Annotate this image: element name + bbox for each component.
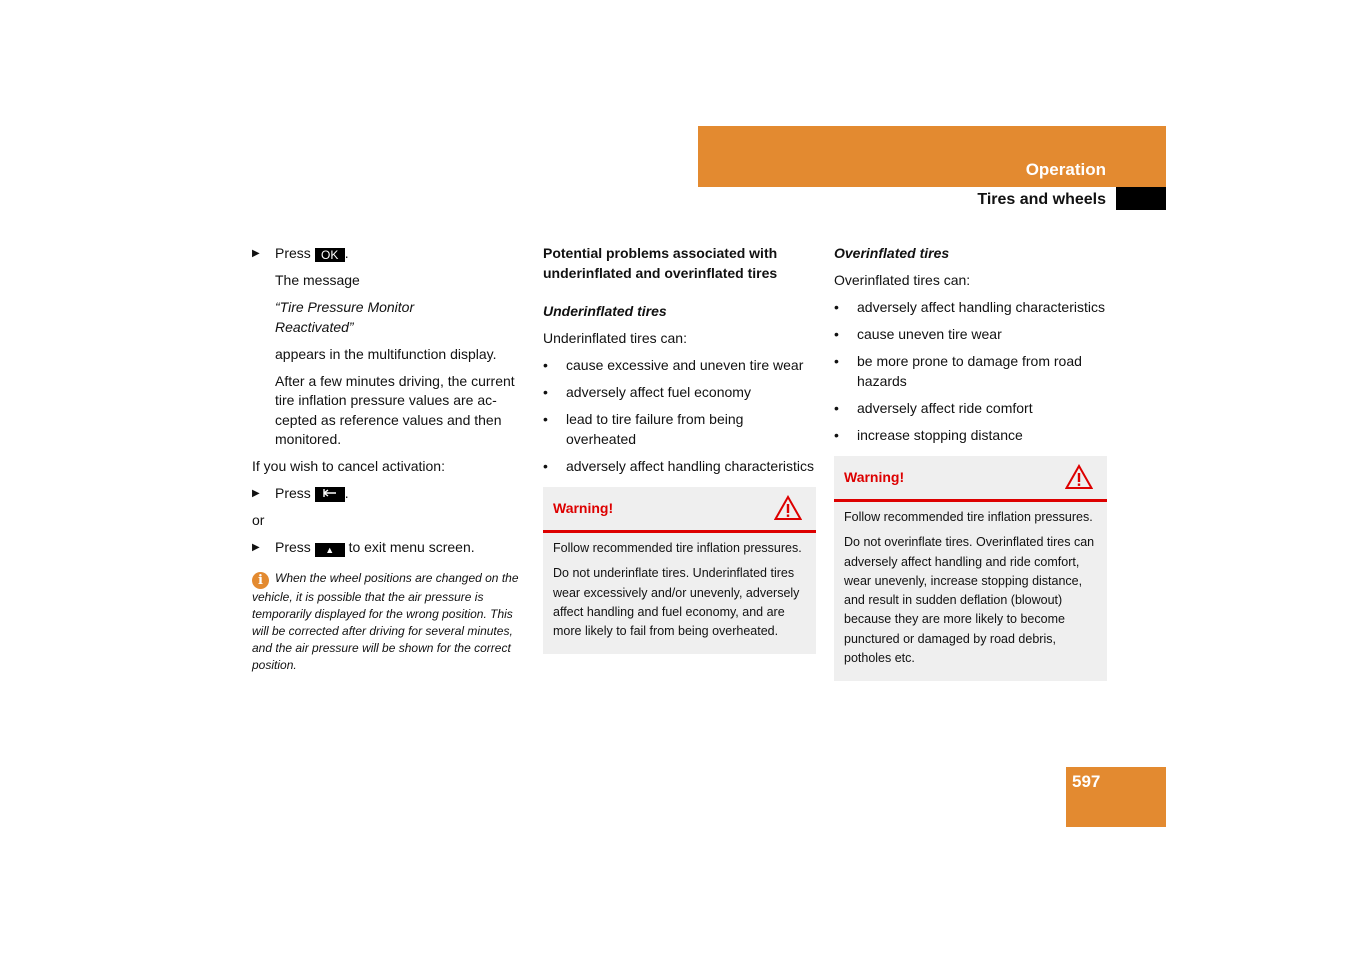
list-item: • cause excessive and uneven tire wear <box>543 356 816 376</box>
page-number-box <box>1066 767 1166 827</box>
warning-triangle-icon <box>774 495 802 521</box>
step-suffix: to exit menu screen. <box>348 539 475 555</box>
warning-body <box>834 502 1107 681</box>
cancel-intro: If you wish to cancel activation: <box>252 458 445 474</box>
section-heading: Potential problems associated with underinflated and overinflated tires <box>543 245 778 281</box>
triangle-right-icon: ▶ <box>252 248 260 259</box>
subheader <box>698 187 1166 211</box>
info-note <box>252 570 527 674</box>
subheader-marker <box>1116 187 1166 210</box>
step-suffix: . <box>344 245 349 261</box>
list-item: • cause uneven tire wear <box>834 325 1107 345</box>
list-item: • increase stopping distance <box>834 426 1107 446</box>
step-press-up <box>252 538 527 558</box>
bullet-icon: • <box>543 357 548 373</box>
step-press-back <box>252 484 527 504</box>
list-item: • lead to tire failure from being overheated <box>543 411 744 447</box>
subsection-title: Tires and wheels <box>977 191 1106 208</box>
warning-header <box>834 456 1107 502</box>
message-after: appears in the multifunction display. <box>275 345 497 362</box>
list-item: • be more prone to damage from road hazards <box>834 353 1082 389</box>
bullet-icon: • <box>834 426 839 443</box>
step-text: Press <box>275 485 311 501</box>
column-2 <box>543 244 816 654</box>
list-item: • adversely affect handling characteristics <box>543 457 816 477</box>
bullet-icon: • <box>834 353 839 369</box>
warning-body <box>543 533 816 654</box>
ok-key: OK <box>315 248 345 262</box>
bullet-icon: • <box>543 457 548 474</box>
step-text: Press <box>275 245 311 261</box>
bullet-icon: • <box>834 326 839 342</box>
warning-text: Do not overinflate tires. Overinflated tires can adversely affect handling and ride comfort, wear unevenly, increase stopping distance, and result in sudden deflation (blowout) because they are more likely to become punctured or damaged by road debris, potholes etc. <box>844 535 1095 666</box>
underinflated-heading: Underinflated tires <box>543 303 667 319</box>
message-quote: “Tire Pressure Monitor Reactivated” <box>275 299 415 335</box>
warning-text: Follow recommended tire inflation pressures. <box>553 541 802 555</box>
section-title: Operation <box>1025 160 1106 179</box>
bullet-icon: • <box>543 384 548 400</box>
warning-box <box>834 456 1107 681</box>
step-press-ok <box>252 244 527 264</box>
warning-text: Do not underinflate tires. Underinflated tires wear excessively and/or unevenly, adversely affect handling and fuel economy, and are more likely to fail from being overheated. <box>553 566 800 639</box>
column-3 <box>834 244 1107 681</box>
message-detail: After a few minutes driving, the current tire inflation pressure values are ac-cepted as reference values and then monitored. <box>275 372 515 447</box>
list-item: • adversely affect ride comfort <box>834 399 1107 419</box>
bullet-icon: • <box>834 299 839 315</box>
triangle-right-icon: ▶ <box>252 542 260 553</box>
list-item: • adversely affect fuel economy <box>543 383 816 403</box>
triangle-right-icon: ▶ <box>252 488 260 499</box>
overinflated-list <box>834 298 1107 445</box>
warning-box <box>543 487 816 654</box>
warning-text: Follow recommended tire inflation pressures. <box>844 510 1093 524</box>
note-text: When the wheel positions are changed on the vehicle, it is possible that the air pressure is temporarily displayed for the wrong position. This will be corrected after driving for several minutes, and the air pressure will be shown for the correct position. <box>252 570 519 672</box>
header-bar <box>698 126 1166 187</box>
warning-title: Warning! <box>553 500 614 516</box>
or-text: or <box>252 512 265 528</box>
warning-header <box>543 487 816 533</box>
warning-title: Warning! <box>844 469 905 485</box>
page-number: 597 <box>1072 772 1101 791</box>
message-intro: The message <box>275 272 360 288</box>
step-suffix: . <box>344 485 349 501</box>
list-item: • adversely affect handling characteristics <box>834 298 1107 318</box>
back-key-icon <box>315 487 345 502</box>
overinflated-intro: Overinflated tires can: <box>834 272 971 288</box>
bullet-icon: • <box>543 411 548 427</box>
column-1 <box>252 244 527 674</box>
overinflated-heading: Overinflated tires <box>834 245 950 261</box>
bullet-icon: • <box>834 399 839 416</box>
up-arrow-key-icon: ▲ <box>315 543 345 557</box>
step-text: Press <box>275 539 311 555</box>
underinflated-list <box>543 356 816 476</box>
warning-triangle-icon <box>1065 464 1093 490</box>
underinflated-intro: Underinflated tires can: <box>543 330 687 346</box>
info-icon: i <box>252 572 269 589</box>
